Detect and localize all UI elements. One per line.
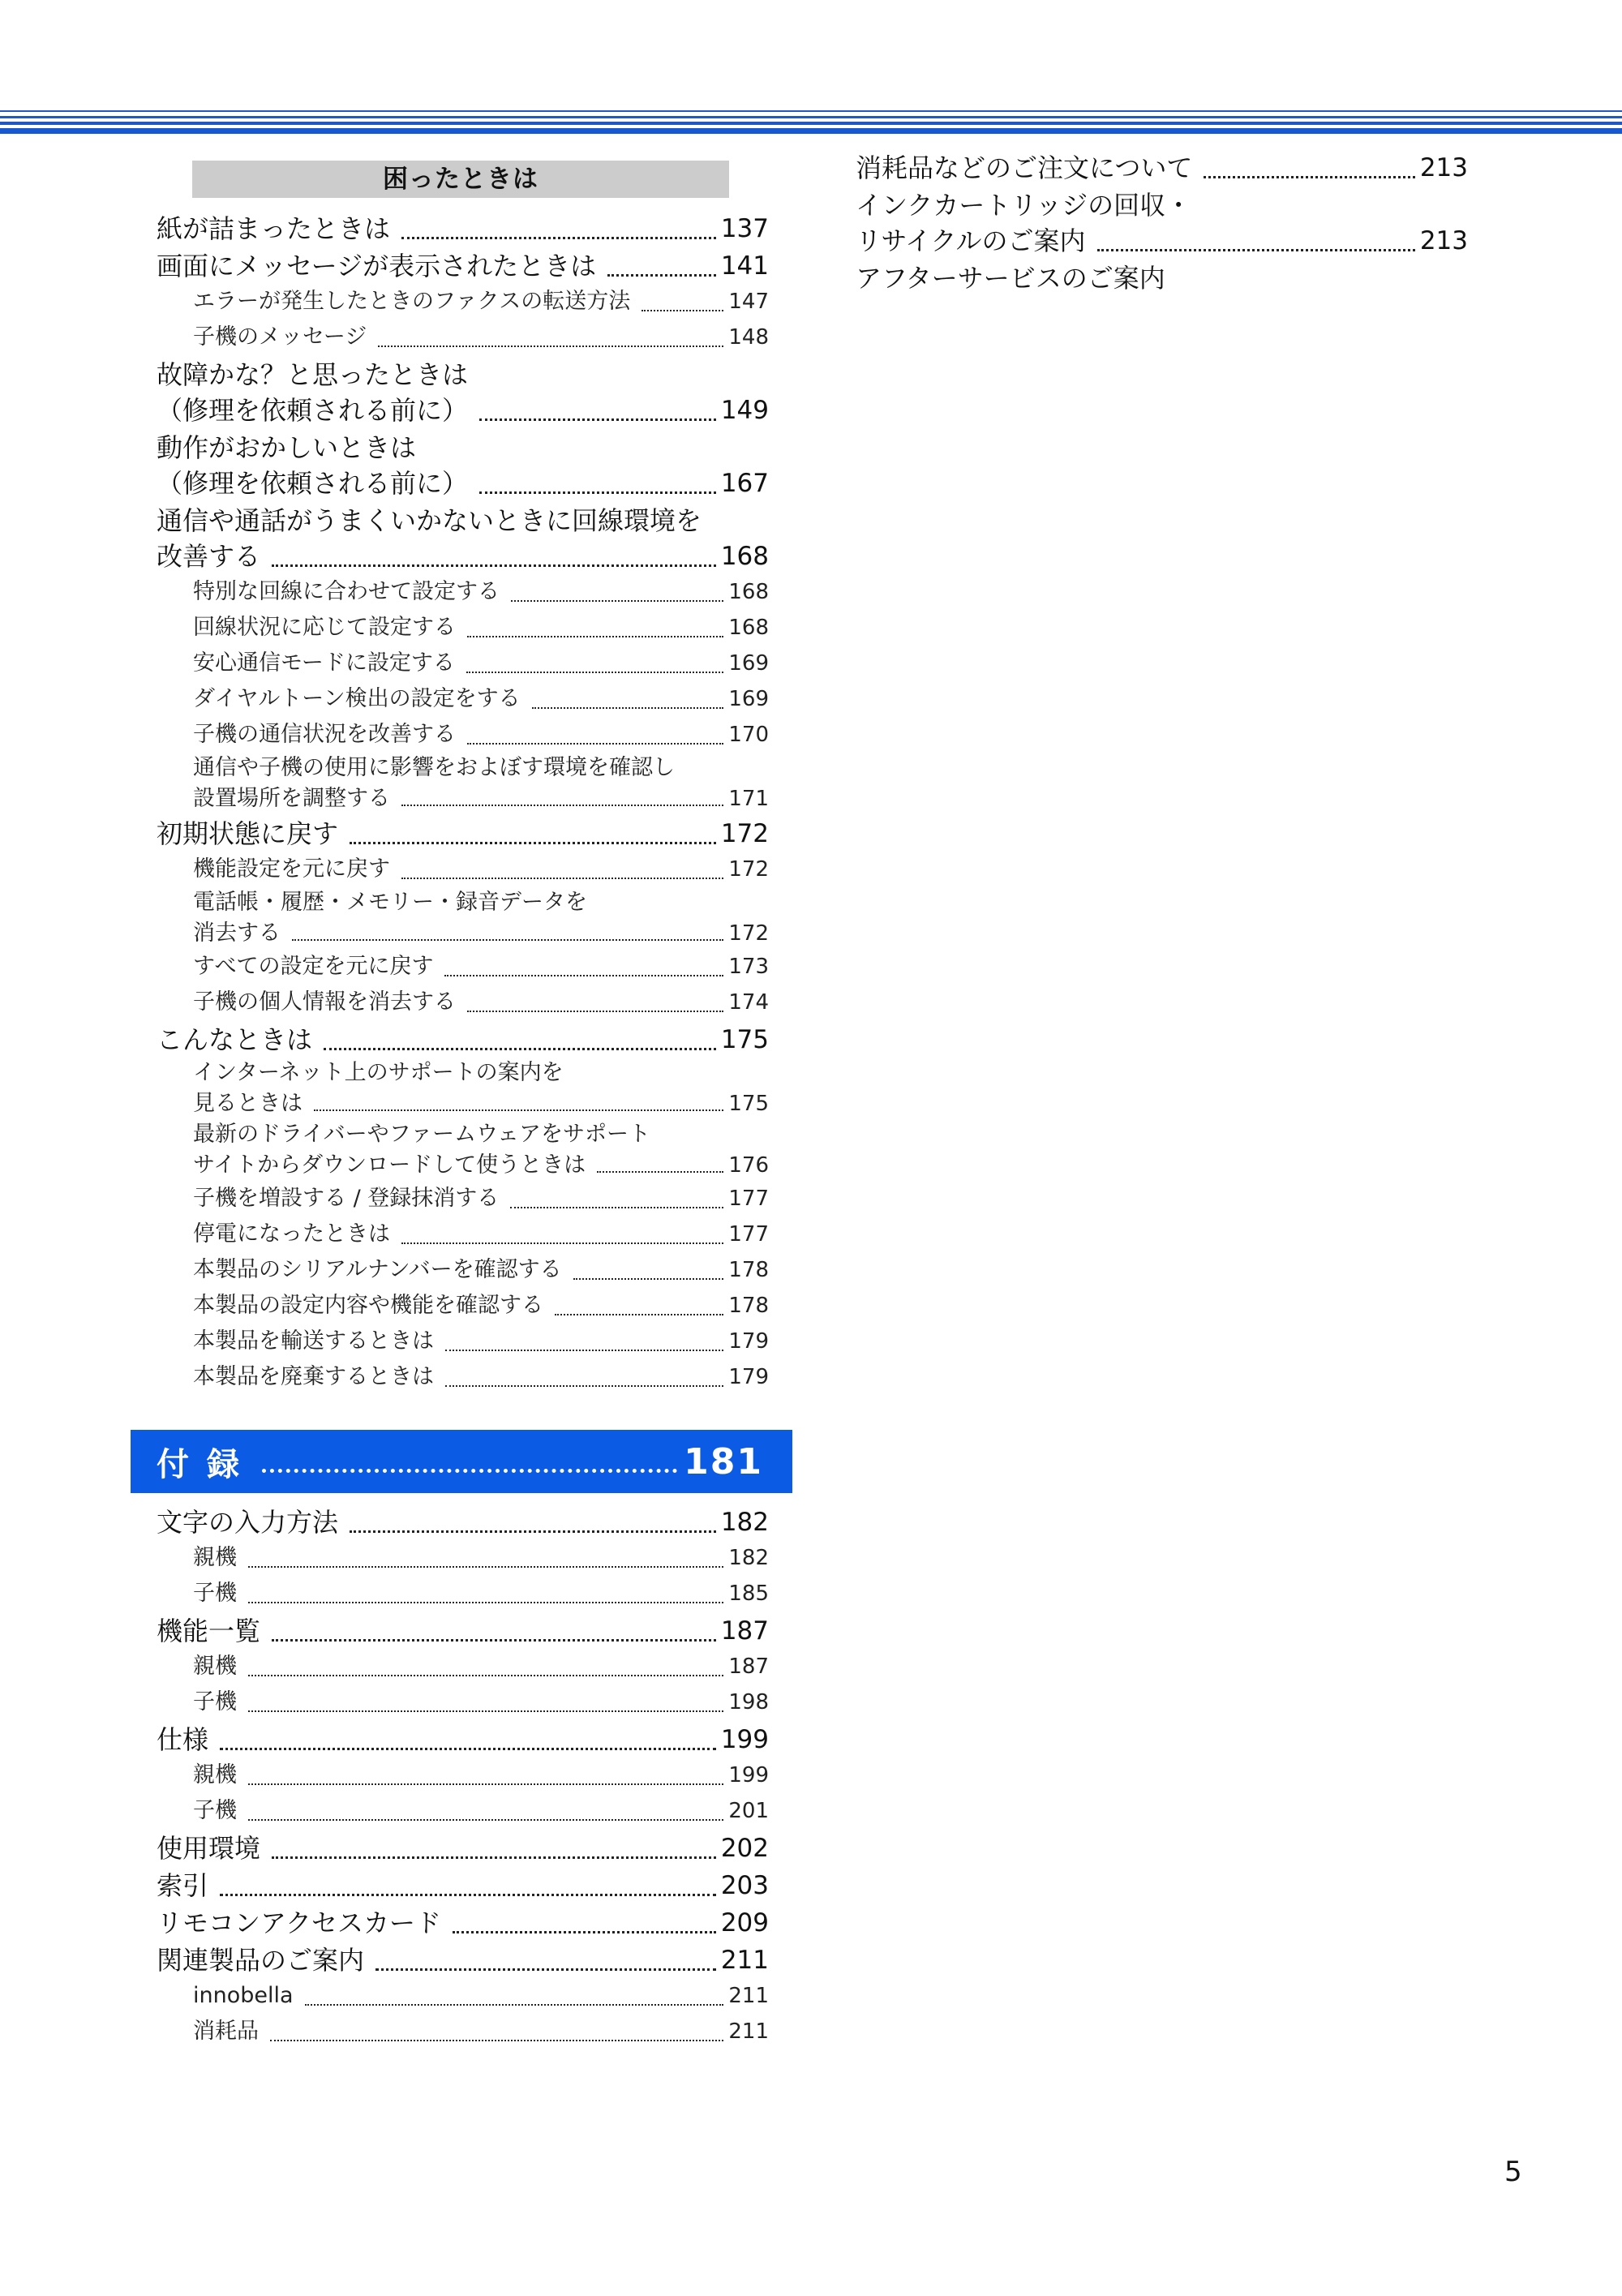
toc-entry-title: 仕様: [157, 1724, 209, 1755]
toc-entry-title: 機能一覧: [157, 1616, 261, 1646]
toc-entry-title: 初期状態に戻す: [157, 818, 339, 849]
toc-entry-title: 索引: [157, 1870, 209, 1901]
toc-leader: [401, 805, 723, 806]
toc-leader: [378, 345, 723, 347]
toc-subentry[interactable]: [193, 852, 769, 887]
toc-entry-title-line1: インクカートリッジの回収・: [856, 190, 1192, 221]
toc-entry-title: 改善する: [157, 541, 261, 572]
toc-entry[interactable]: [157, 503, 769, 574]
toc-entry-title: 安心通信モードに設定する: [193, 650, 455, 676]
toc-leader: [324, 1048, 716, 1050]
toc-subentry[interactable]: [193, 1978, 769, 2014]
toc-entry-title: 子機の通信状況を改善する: [193, 722, 456, 747]
toc-leader: [479, 491, 716, 494]
toc-entry-page: 167: [720, 469, 769, 498]
toc-entry-page: 199: [728, 1763, 769, 1787]
toc-entry-page: 168: [728, 616, 769, 640]
toc-entry[interactable]: [157, 1022, 769, 1058]
toc-leader: [375, 1968, 716, 1971]
toc-entry[interactable]: [157, 1722, 769, 1757]
toc-entry-line2: [193, 1150, 769, 1181]
toc-entry[interactable]: [157, 1905, 769, 1941]
toc-subentry[interactable]: [193, 1684, 769, 1720]
toc-subentry[interactable]: [193, 1793, 769, 1829]
toc-entry-title-line1: 最新のドライバーやファームウェアをサポート: [193, 1122, 651, 1147]
toc-leader: [350, 1530, 716, 1533]
toc-leader: [350, 842, 716, 844]
toc-leader: [401, 1242, 723, 1244]
toc-leader: [444, 975, 723, 976]
toc-entry-line2: [856, 223, 1468, 259]
toc-entry-line2: [193, 783, 769, 814]
toc-leader: [555, 1314, 723, 1315]
toc-entry-title: 機能設定を元に戻す: [193, 856, 390, 882]
toc-entry-title: 子機: [193, 1581, 237, 1606]
toc-leader: [262, 1451, 677, 1473]
toc-appendix-list: [157, 1503, 769, 2049]
toc-entry[interactable]: [157, 430, 769, 501]
toc-leader: [597, 1171, 723, 1173]
toc-entry-title: 回線状況に応じて設定する: [193, 615, 456, 640]
toc-leader: [445, 1350, 723, 1351]
toc-entry-title-line1: 電話帳・履歴・メモリー・録音データを: [193, 890, 587, 915]
header-rule: [0, 122, 1622, 125]
toc-leader: [467, 636, 723, 637]
toc-entry-title: リサイクルのご案内: [856, 225, 1086, 256]
toc-entry-title-line1: 故障かな？と思ったときは: [157, 359, 469, 390]
toc-entry-page: 175: [728, 1092, 769, 1116]
toc-entry-page: 185: [728, 1581, 769, 1606]
toc-entry-page: 172: [720, 819, 769, 848]
toc-entry-page: 178: [728, 1294, 769, 1318]
toc-leader: [511, 600, 723, 602]
toc-subentry[interactable]: [157, 753, 769, 814]
toc-subentry[interactable]: [193, 1252, 769, 1288]
toc-entry-title: サイトからダウンロードして使うときは: [193, 1152, 586, 1178]
toc-entry-line2: [193, 918, 769, 949]
toc-entry-page: 148: [728, 325, 769, 350]
toc-entry[interactable]: [157, 1868, 769, 1903]
toc-entry-page: 169: [728, 687, 769, 711]
toc-entry-title: 消耗品などのご注文について: [856, 152, 1193, 183]
toc-subentry[interactable]: [193, 574, 769, 610]
toc-leader: [1097, 249, 1415, 251]
toc-entry-page: 177: [728, 1187, 769, 1211]
toc-entry-title: アフターサービスのご案内: [856, 263, 1165, 294]
toc-entry-page: 211: [728, 1984, 769, 2008]
toc-entry-title: 消耗品: [193, 2019, 259, 2044]
toc-entry-page: 211: [720, 1946, 769, 1975]
toc-right-column: [856, 148, 1468, 296]
toc-entry-title: リモコンアクセスカード: [157, 1908, 442, 1938]
toc-entry[interactable]: [157, 248, 769, 284]
toc-left-column: [157, 209, 769, 1395]
toc-entry-title-line1: 動作がおかしいときは: [157, 432, 417, 463]
toc-entry-title: 子機の個人情報を消去する: [193, 989, 456, 1015]
toc-subentry[interactable]: [193, 1217, 769, 1252]
section-heading-trouble: 困ったときは: [192, 161, 729, 198]
toc-leader: [642, 310, 723, 311]
toc-leader: [305, 2004, 724, 2006]
toc-subentry[interactable]: [193, 1288, 769, 1324]
toc-leader: [510, 1207, 723, 1208]
toc-entry-page: 173: [728, 955, 769, 979]
toc-subentry[interactable]: [193, 1540, 769, 1576]
toc-entry-line2: [157, 539, 769, 574]
toc-leader: [272, 564, 716, 567]
toc-leader: [573, 1278, 724, 1280]
toc-entry[interactable]: [157, 816, 769, 852]
toc-entry-title: 消去する: [193, 921, 281, 946]
toc-entry-title: 子機のメッセージ: [193, 324, 367, 350]
toc-entry[interactable]: [157, 1504, 769, 1540]
toc-subentry[interactable]: [193, 717, 769, 753]
toc-entry-title: 見るときは: [193, 1091, 303, 1116]
toc-entry-page: 149: [720, 396, 769, 425]
toc-subentry[interactable]: [157, 1119, 769, 1181]
toc-entry-page: 211: [728, 2019, 769, 2044]
toc-leader: [248, 1602, 723, 1603]
toc-subentry[interactable]: [193, 1181, 769, 1217]
toc-subentry[interactable]: [157, 1058, 769, 1119]
toc-entry-page: 202: [720, 1834, 769, 1863]
toc-entry-title: 子機を増設する / 登録抹消する: [193, 1186, 500, 1211]
toc-leader: [479, 418, 716, 421]
toc-entry-page: 178: [728, 1258, 769, 1282]
toc-entry-line2: [193, 1088, 769, 1119]
toc-leader: [532, 707, 724, 709]
appendix-page: 181: [684, 1440, 763, 1483]
toc-leader: [401, 237, 716, 239]
toc-leader: [270, 2040, 723, 2041]
toc-entry-page: 213: [1419, 226, 1468, 255]
appendix-title: 付録: [157, 1445, 257, 1483]
toc-leader: [314, 1109, 723, 1111]
toc-entry-title: 親機: [193, 1654, 237, 1679]
toc-entry-title: 紙が詰まったときは: [157, 213, 391, 244]
toc-entry-title: 子機: [193, 1798, 237, 1823]
toc-entry-title: 親機: [193, 1762, 237, 1787]
toc-entry-title-line1: インターネット上のサポートの案内を: [193, 1060, 564, 1085]
toc-entry-title-line1: 通信や通話がうまくいかないときに回線環境を: [157, 505, 702, 536]
toc-entry-title: innobella: [193, 1983, 294, 2008]
toc-entry-page: 175: [720, 1025, 769, 1054]
toc-entry-page: 187: [720, 1616, 769, 1646]
toc-entry-title: 特別な回線に合わせて設定する: [193, 579, 500, 604]
toc-leader: [453, 1931, 716, 1933]
toc-entry-title: （修理を依頼される前に）: [157, 395, 469, 426]
toc-entry-page: 182: [720, 1508, 769, 1537]
toc-entry-page: 179: [728, 1329, 769, 1354]
toc-subentry[interactable]: [193, 2014, 769, 2049]
toc-entry-page: 179: [728, 1365, 769, 1389]
toc-subentry[interactable]: [193, 646, 769, 681]
toc-leader: [272, 1856, 716, 1859]
toc-leader: [272, 1639, 716, 1642]
toc-entry-line2: [157, 393, 769, 428]
toc-leader: [467, 743, 723, 745]
toc-subentry[interactable]: [193, 985, 769, 1020]
toc-entry-title: 親機: [193, 1545, 237, 1570]
toc-entry-title: 本製品のシリアルナンバーを確認する: [193, 1257, 562, 1282]
toc-leader: [248, 1675, 723, 1676]
toc-entry-title: 子機: [193, 1689, 237, 1714]
toc-entry-title: エラーが発生したときのファクスの転送方法: [193, 289, 631, 314]
toc-leader: [445, 1385, 723, 1387]
toc-entry-title: すべての設定を元に戻す: [193, 954, 434, 979]
toc-entry[interactable]: [856, 187, 1468, 259]
toc-entry-title: ダイヤルトーン検出の設定をする: [193, 686, 521, 711]
toc-subentry[interactable]: [193, 1757, 769, 1793]
toc-entry-page: 168: [728, 580, 769, 604]
toc-subentry[interactable]: [193, 320, 769, 355]
toc-entry-page: 213: [1419, 153, 1468, 182]
toc-entry[interactable]: [157, 211, 769, 247]
toc-subentry[interactable]: [193, 284, 769, 320]
toc-entry-title: 文字の入力方法: [157, 1507, 339, 1538]
toc-leader: [220, 1894, 716, 1896]
header-rule: [0, 128, 1622, 134]
toc-leader: [401, 878, 723, 879]
toc-leader: [292, 939, 723, 941]
toc-leader: [220, 1748, 716, 1750]
toc-subentry[interactable]: [157, 887, 769, 949]
toc-entry-page: 176: [728, 1153, 769, 1178]
toc-entry-title: こんなときは: [157, 1024, 313, 1055]
toc-entry-page: 169: [728, 651, 769, 676]
toc-entry-title: 設置場所を調整する: [193, 786, 390, 811]
toc-entry-page: 198: [728, 1690, 769, 1714]
toc-entry-page: 168: [720, 542, 769, 571]
toc-entry-page: 172: [728, 857, 769, 882]
header-rule: [0, 116, 1622, 118]
toc-entry-title-line1: 通信や子機の使用に影響をおよぼす環境を確認し: [193, 755, 675, 780]
header-rule: [0, 110, 1622, 112]
toc-entry-title: 停電になったときは: [193, 1221, 390, 1247]
toc-entry-page: 209: [720, 1908, 769, 1938]
toc-entry-page: 177: [728, 1222, 769, 1247]
toc-entry-page: 141: [720, 251, 769, 281]
toc-subentry[interactable]: [193, 610, 769, 646]
toc-entry-page: 182: [728, 1546, 769, 1570]
toc-leader: [248, 1819, 723, 1821]
page-number: 5: [1504, 2156, 1522, 2188]
toc-subentry[interactable]: [193, 1359, 769, 1395]
toc-entry-title: 本製品を廃棄するときは: [193, 1364, 434, 1389]
toc-entry-page: 203: [720, 1871, 769, 1900]
toc-leader: [1204, 176, 1414, 178]
toc-leader: [248, 1710, 723, 1712]
toc-entry[interactable]: [856, 260, 1468, 296]
toc-entry-page: 174: [728, 990, 769, 1015]
toc-entry-page: 171: [728, 787, 769, 811]
toc-subentry[interactable]: [193, 1649, 769, 1684]
toc-subentry[interactable]: [193, 949, 769, 985]
toc-leader: [248, 1783, 723, 1785]
toc-entry-page: 137: [720, 214, 769, 243]
toc-entry[interactable]: [157, 357, 769, 428]
toc-entry-line2: [157, 466, 769, 501]
toc-leader: [607, 274, 716, 277]
toc-entry-page: 201: [728, 1799, 769, 1823]
toc-subentry[interactable]: [193, 681, 769, 717]
toc-entry-title: 使用環境: [157, 1833, 261, 1864]
toc-entry-title: 本製品を輸送するときは: [193, 1328, 434, 1354]
toc-subentry[interactable]: [193, 1324, 769, 1359]
toc-entry-title: 画面にメッセージが表示されたときは: [157, 251, 597, 281]
toc-entry-title: 関連製品のご案内: [157, 1945, 365, 1976]
toc-leader: [466, 672, 723, 673]
toc-entry[interactable]: [157, 1942, 769, 1978]
toc-entry-page: 172: [728, 921, 769, 946]
toc-leader: [467, 1011, 723, 1012]
toc-entry-page: 199: [720, 1725, 769, 1754]
toc-leader: [248, 1566, 723, 1568]
toc-entry[interactable]: [856, 150, 1468, 186]
toc-entry-page: 187: [728, 1654, 769, 1679]
toc-entry-page: 170: [728, 723, 769, 747]
toc-entry-title: 本製品の設定内容や機能を確認する: [193, 1293, 543, 1318]
toc-entry[interactable]: [157, 1830, 769, 1866]
toc-entry-page: 147: [728, 290, 769, 314]
toc-subentry[interactable]: [193, 1576, 769, 1611]
toc-entry[interactable]: [157, 1613, 769, 1649]
appendix-band[interactable]: [131, 1430, 792, 1493]
toc-entry-title: （修理を依頼される前に）: [157, 468, 469, 499]
